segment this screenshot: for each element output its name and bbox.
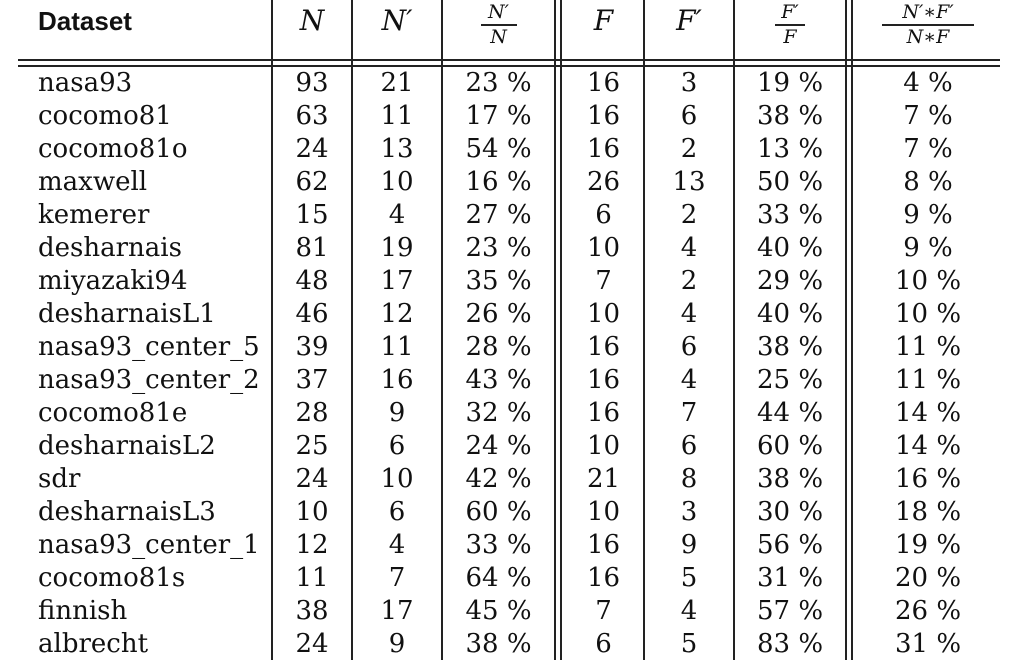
n-ratio-cell: 42 % bbox=[465, 464, 532, 494]
dataset-cell: desharnaisL2 bbox=[38, 431, 216, 461]
n-ratio-cell: 24 % bbox=[465, 431, 532, 461]
n-ratio-cell: 43 % bbox=[465, 365, 532, 395]
n-cell: 39 bbox=[295, 332, 329, 362]
header-n: N bbox=[299, 4, 325, 37]
f-ratio-cell: 50 % bbox=[756, 167, 824, 197]
nf-ratio-cell: 31 % bbox=[894, 629, 962, 659]
n-prime-cell: 11 bbox=[380, 332, 414, 362]
f-ratio-cell: 19 % bbox=[756, 68, 824, 98]
n-prime-cell: 10 bbox=[380, 464, 414, 494]
n-ratio-cell: 16 % bbox=[465, 167, 532, 197]
header-nf-ratio-numerator: N′∗F′ bbox=[902, 1, 954, 23]
n-cell: 46 bbox=[295, 299, 329, 329]
n-cell: 28 bbox=[295, 398, 329, 428]
dataset-cell: desharnaisL1 bbox=[38, 299, 216, 329]
n-cell: 38 bbox=[295, 596, 329, 626]
f-prime-cell: 8 bbox=[680, 464, 698, 494]
n-ratio-cell: 64 % bbox=[465, 563, 532, 593]
f-prime-cell: 3 bbox=[680, 497, 698, 527]
f-ratio-cell: 13 % bbox=[756, 134, 824, 164]
n-prime-cell: 4 bbox=[388, 530, 406, 560]
nf-ratio-cell: 20 % bbox=[894, 563, 962, 593]
f-prime-cell: 4 bbox=[680, 365, 698, 395]
n-prime-cell: 4 bbox=[388, 200, 406, 230]
f-cell: 6 bbox=[595, 629, 612, 659]
f-cell: 16 bbox=[586, 134, 621, 164]
dataset-cell: sdr bbox=[38, 464, 81, 494]
n-ratio-cell: 60 % bbox=[465, 497, 532, 527]
n-ratio-cell: 23 % bbox=[465, 68, 532, 98]
f-ratio-cell: 44 % bbox=[756, 398, 824, 428]
column-double-divider bbox=[845, 0, 847, 660]
f-prime-cell: 2 bbox=[680, 266, 698, 296]
f-ratio-cell: 38 % bbox=[756, 464, 824, 494]
f-prime-cell: 2 bbox=[680, 134, 698, 164]
header-n-ratio-denominator: N bbox=[490, 25, 507, 48]
header-f: F bbox=[593, 4, 614, 37]
dataset-cell: nasa93_center_1 bbox=[38, 530, 260, 560]
nf-ratio-cell: 7 % bbox=[903, 101, 953, 131]
f-cell: 7 bbox=[595, 596, 612, 626]
f-ratio-cell: 40 % bbox=[756, 299, 824, 329]
header-f-ratio-numerator: F′ bbox=[781, 1, 799, 23]
header-f-prime: F′ bbox=[676, 4, 702, 37]
dataset-cell: cocomo81o bbox=[38, 134, 188, 164]
n-cell: 48 bbox=[295, 266, 329, 296]
f-cell: 10 bbox=[586, 497, 621, 527]
n-ratio-cell: 17 % bbox=[465, 101, 532, 131]
n-ratio-cell: 32 % bbox=[465, 398, 532, 428]
f-cell: 16 bbox=[586, 530, 621, 560]
n-cell: 63 bbox=[295, 101, 329, 131]
n-prime-cell: 9 bbox=[388, 629, 406, 659]
n-cell: 81 bbox=[295, 233, 329, 263]
f-ratio-cell: 56 % bbox=[756, 530, 824, 560]
header-f-ratio bbox=[735, 2, 845, 48]
header-n-ratio-numerator: N′ bbox=[488, 1, 509, 23]
dataset-cell: finnish bbox=[38, 596, 128, 626]
dataset-cell: nasa93_center_2 bbox=[38, 365, 260, 395]
n-prime-cell: 9 bbox=[388, 398, 406, 428]
f-ratio-cell: 29 % bbox=[756, 266, 824, 296]
n-prime-cell: 13 bbox=[380, 134, 414, 164]
f-cell: 10 bbox=[586, 299, 621, 329]
f-ratio-cell: 30 % bbox=[756, 497, 824, 527]
column-double-divider bbox=[554, 0, 556, 660]
n-prime-cell: 17 bbox=[380, 266, 414, 296]
f-cell: 6 bbox=[595, 200, 612, 230]
n-cell: 93 bbox=[295, 68, 329, 98]
n-cell: 10 bbox=[295, 497, 329, 527]
f-ratio-cell: 57 % bbox=[756, 596, 824, 626]
nf-ratio-cell: 16 % bbox=[894, 464, 962, 494]
f-ratio-cell: 40 % bbox=[756, 233, 824, 263]
f-ratio-cell: 38 % bbox=[756, 101, 824, 131]
f-prime-cell: 5 bbox=[680, 629, 698, 659]
n-cell: 11 bbox=[295, 563, 329, 593]
n-cell: 24 bbox=[295, 464, 329, 494]
n-ratio-cell: 33 % bbox=[465, 530, 532, 560]
n-prime-cell: 12 bbox=[380, 299, 414, 329]
dataset-cell: nasa93 bbox=[38, 68, 133, 98]
nf-ratio-cell: 8 % bbox=[903, 167, 953, 197]
n-ratio-cell: 54 % bbox=[465, 134, 532, 164]
f-ratio-cell: 60 % bbox=[756, 431, 824, 461]
f-prime-cell: 3 bbox=[680, 68, 698, 98]
f-cell: 26 bbox=[586, 167, 621, 197]
f-prime-cell: 13 bbox=[672, 167, 706, 197]
n-prime-cell: 10 bbox=[380, 167, 414, 197]
f-prime-cell: 6 bbox=[680, 431, 698, 461]
f-prime-cell: 6 bbox=[680, 332, 698, 362]
n-ratio-cell: 23 % bbox=[465, 233, 532, 263]
f-cell: 16 bbox=[586, 68, 621, 98]
f-cell: 16 bbox=[586, 101, 621, 131]
f-ratio-cell: 31 % bbox=[756, 563, 824, 593]
f-prime-cell: 6 bbox=[680, 101, 698, 131]
nf-ratio-cell: 9 % bbox=[903, 200, 953, 230]
f-cell: 16 bbox=[586, 398, 621, 428]
header-n-prime: N′ bbox=[381, 4, 413, 37]
n-cell: 24 bbox=[295, 629, 329, 659]
f-prime-cell: 2 bbox=[680, 200, 698, 230]
f-cell: 10 bbox=[586, 431, 621, 461]
dataset-cell: cocomo81e bbox=[38, 398, 188, 428]
nf-ratio-cell: 11 % bbox=[894, 332, 962, 362]
dataset-cell: miyazaki94 bbox=[38, 266, 188, 296]
f-prime-cell: 4 bbox=[680, 299, 698, 329]
f-ratio-cell: 33 % bbox=[756, 200, 824, 230]
n-prime-cell: 19 bbox=[380, 233, 414, 263]
nf-ratio-cell: 26 % bbox=[894, 596, 962, 626]
n-cell: 37 bbox=[295, 365, 329, 395]
nf-ratio-cell: 7 % bbox=[903, 134, 953, 164]
dataset-cell: kemerer bbox=[38, 200, 150, 230]
nf-ratio-cell: 4 % bbox=[903, 68, 953, 98]
nf-ratio-cell: 9 % bbox=[903, 233, 953, 263]
dataset-cell: albrecht bbox=[38, 629, 149, 659]
n-ratio-cell: 38 % bbox=[465, 629, 532, 659]
f-cell: 16 bbox=[586, 563, 621, 593]
dataset-cell: maxwell bbox=[38, 167, 148, 197]
nf-ratio-cell: 14 % bbox=[894, 431, 962, 461]
f-prime-cell: 9 bbox=[680, 530, 698, 560]
f-prime-cell: 4 bbox=[680, 233, 698, 263]
n-prime-cell: 21 bbox=[380, 68, 414, 98]
dataset-cell: desharnaisL3 bbox=[38, 497, 216, 527]
f-cell: 7 bbox=[595, 266, 612, 296]
n-cell: 15 bbox=[295, 200, 329, 230]
dataset-cell: cocomo81 bbox=[38, 101, 172, 131]
n-prime-cell: 17 bbox=[380, 596, 414, 626]
header-nf-ratio-denominator: N∗F bbox=[906, 25, 950, 48]
nf-ratio-cell: 14 % bbox=[894, 398, 962, 428]
n-cell: 12 bbox=[295, 530, 329, 560]
f-cell: 16 bbox=[586, 365, 621, 395]
f-ratio-cell: 83 % bbox=[756, 629, 824, 659]
n-ratio-cell: 35 % bbox=[465, 266, 532, 296]
header-nf-ratio bbox=[853, 2, 1003, 48]
nf-ratio-cell: 10 % bbox=[894, 299, 962, 329]
f-cell: 16 bbox=[586, 332, 621, 362]
header-dataset: Dataset bbox=[38, 6, 132, 36]
dataset-cell: nasa93_center_5 bbox=[38, 332, 260, 362]
nf-ratio-cell: 11 % bbox=[894, 365, 962, 395]
f-ratio-cell: 38 % bbox=[756, 332, 824, 362]
dataset-cell: desharnais bbox=[38, 233, 182, 263]
n-ratio-cell: 27 % bbox=[465, 200, 532, 230]
f-cell: 10 bbox=[586, 233, 621, 263]
f-cell: 21 bbox=[586, 464, 621, 494]
nf-ratio-cell: 19 % bbox=[894, 530, 962, 560]
nf-ratio-cell: 10 % bbox=[894, 266, 962, 296]
n-prime-cell: 6 bbox=[388, 431, 406, 461]
n-prime-cell: 6 bbox=[388, 497, 406, 527]
n-prime-cell: 7 bbox=[388, 563, 406, 593]
dataset-cell: cocomo81s bbox=[38, 563, 186, 593]
header-f-ratio-denominator: F bbox=[783, 25, 797, 48]
n-ratio-cell: 26 % bbox=[465, 299, 532, 329]
f-prime-cell: 7 bbox=[680, 398, 698, 428]
f-prime-cell: 4 bbox=[680, 596, 698, 626]
n-cell: 62 bbox=[295, 167, 329, 197]
nf-ratio-cell: 18 % bbox=[894, 497, 962, 527]
n-ratio-cell: 28 % bbox=[465, 332, 532, 362]
n-ratio-cell: 45 % bbox=[465, 596, 532, 626]
n-cell: 24 bbox=[295, 134, 329, 164]
n-prime-cell: 16 bbox=[380, 365, 414, 395]
f-ratio-cell: 25 % bbox=[756, 365, 824, 395]
header-n-ratio bbox=[443, 2, 554, 48]
n-cell: 25 bbox=[295, 431, 329, 461]
n-prime-cell: 11 bbox=[380, 101, 414, 131]
f-prime-cell: 5 bbox=[680, 563, 698, 593]
